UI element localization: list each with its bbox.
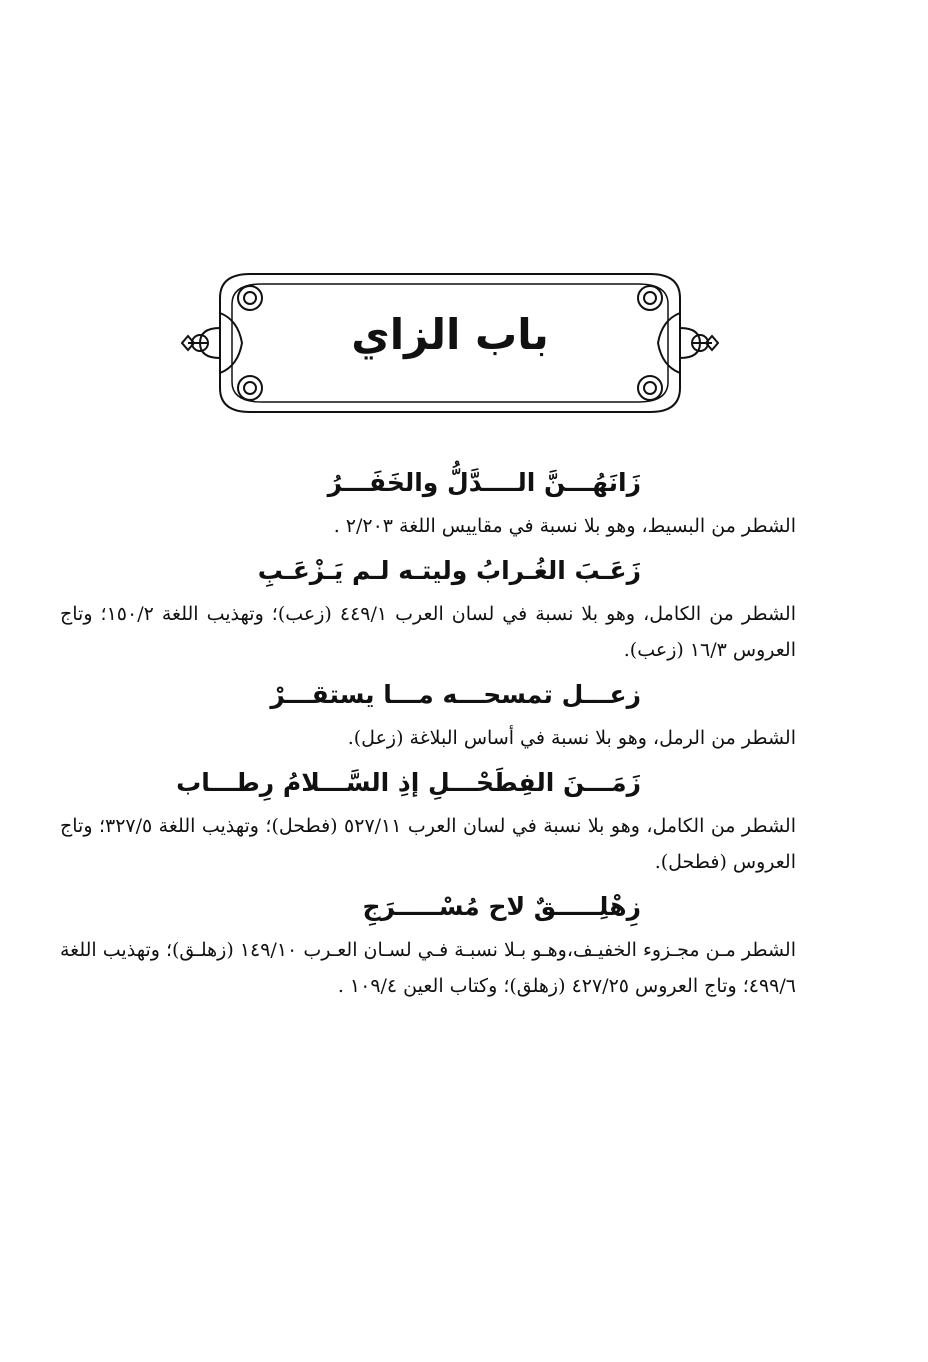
- verse-entries: [60, 458, 796, 1006]
- list-item: [60, 758, 796, 880]
- verse-note: الشطر من الكامل، وهو بلا نسبة في لسان العرب ٤٤٩/١ (زعب)؛ وتهذيب اللغة ١٥٠/٢؛ وتاج العروس ١٦/٣ (زعب).: [60, 603, 796, 661]
- verse-line: زَمَـــنَ الفِطَحْـــلِ إذِ السَّـــلامُ رِطـــاب: [176, 768, 641, 797]
- chapter-title: باب الزاي: [351, 310, 549, 359]
- verse-line: زَعَـبَ الغُـرابُ وليتـه لـم يَـزْعَـبِ: [257, 556, 641, 585]
- verse-note: الشطر مـن مجـزوء الخفيـف،وهـو بـلا نسبـة فـي لسـان العـرب ١٤٩/١٠ (زهلـق)؛ وتهذيب اللغة ٤٩٩/٦؛ وتاج العروس ٤٢٧/٢٥ (زهلق)؛ وكتاب العين ١٠٩/٤ .: [60, 939, 796, 997]
- list-item: [60, 546, 796, 668]
- verse-note: الشطر من الكامل، وهو بلا نسبة في لسان العرب ٥٢٧/١١ (فطحل)؛ وتهذيب اللغة ٣٢٧/٥؛ وتاج العروس (فطحل).: [60, 815, 796, 873]
- list-item: [60, 458, 796, 544]
- list-item: [60, 670, 796, 756]
- verse-note: الشطر من البسيط، وهو بلا نسبة في مقاييس اللغة ٢/٢٠٣ .: [333, 515, 796, 537]
- verse-note: الشطر من الرمل، وهو بلا نسبة في أساس البلاغة (زعل).: [347, 727, 796, 749]
- verse-line: زعـــل تمسحـــه مـــا يستقـــرْ: [270, 680, 641, 709]
- chapter-heading-frame: [180, 268, 720, 418]
- verse-line: زِهْلِـــــقٌ لاح مُسْـــــرَجِ: [362, 892, 641, 921]
- verse-line: زَانَهُـــنَّ الــــدَّلُّ والخَفَـــرُ: [327, 468, 641, 497]
- list-item: [60, 882, 796, 1004]
